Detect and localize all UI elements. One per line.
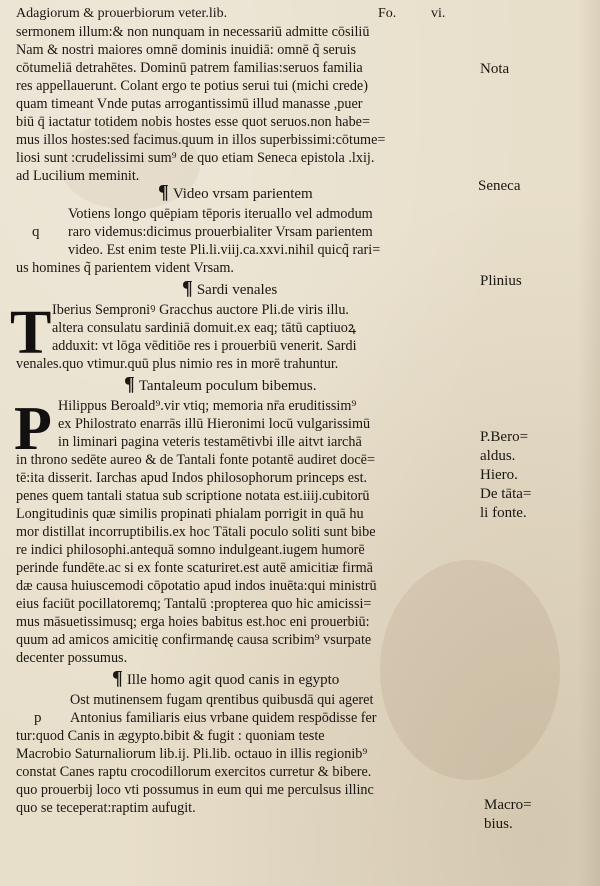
text-line: in throno sedēte aureo & de Tantali fonte potantē audiret docē= — [16, 452, 375, 468]
text-line: sermonem illum:& non nunquam in necessariū admitte cōsiliū — [16, 24, 370, 40]
text-line: ad Lucilium meminit. — [16, 168, 140, 184]
text-line: Macrobio Saturnaliorum lib.ij. Pli.lib. octauo in illis regionib⁹ — [16, 746, 368, 762]
pilcrow-icon: ¶ — [124, 373, 135, 395]
folio-label: Fo. — [378, 6, 397, 21]
text-line: penes quem tantali statua sub scriptione notata est.iiij.cubitorū — [16, 488, 370, 504]
text-line: Longitudinis quæ similis propinati phialam porrigit in quā hu — [16, 506, 364, 522]
text-line: decenter possumus. — [16, 650, 128, 666]
guide-letter: q — [32, 224, 40, 240]
text-line: perinde fundēte.ac si ex fonte scaturiret.est autē amicitiæ firmā — [16, 560, 373, 576]
text-line: Antonius familiaris eius vrbane quidem respōdisse fer — [70, 710, 377, 726]
heading-text: Tantaleum poculum bibemus. — [138, 378, 317, 394]
pilcrow-icon: ¶ — [182, 277, 193, 299]
text-line: us homines q̃ parientem vident Vrsam. — [16, 260, 234, 276]
text-line: mus illos hostes:sed facimus.quum in illos superbissimi:cōtume= — [16, 132, 386, 148]
text-line: quum ad amicos amicitię confirmandę causa scribim⁹ vsurpate — [16, 632, 372, 648]
text-line: biū q̄ iactatur totidem nobis hostes esse quot seruos.non habe= — [16, 114, 370, 130]
text-line: Nam & nostri maiores omnē dominis inuidiā: omnē q̃ seruis — [16, 42, 357, 58]
text-line: raro videmus:dicimus prouerbialiter Vrsam parientem — [68, 224, 373, 240]
margin-note-line: Seneca — [478, 178, 521, 194]
margin-note-line: De tāta= — [480, 486, 532, 502]
decorated-initial: T — [10, 299, 52, 367]
margin-note-seneca — [478, 177, 520, 196]
text-line: Votiens longo quēpiam tēporis iteruallo vel admodum — [68, 206, 373, 222]
text-line: tur:quod Canis in ægypto.bibit & fugit : quoniam teste — [16, 728, 325, 744]
text-line: Hilippus Beroald⁹.vir vtiq; memoria nr̄a eruditissim⁹ — [58, 398, 357, 414]
text-line: video. Est enim teste Pli.li.viij.ca.xxvi.nihil quicq̃ rari= — [68, 242, 381, 258]
margin-note-line: aldus. — [480, 448, 516, 464]
text-line: Iberius Semproniꝰ Gracchus auctore Pli.de viris illu. — [52, 302, 349, 318]
margin-note-line: Plinius — [480, 273, 522, 289]
text-line: in liminari pagina veteris testamētivbi ille aitvt iarchā — [58, 434, 362, 450]
margin-note-line: bius. — [484, 816, 513, 832]
text-line: adduxit: vt lōga vēditiōe res i prouerbiū venerit. Sardi — [52, 338, 357, 354]
text-line: cōtumeliā detrahētes. Dominū patrem familias:seruos familia — [16, 60, 363, 76]
text-line: mus māsuetissimusq; erga hoies babitus est.hoc eni prouerbiū: — [16, 614, 370, 630]
margin-note-line: Hiero. — [480, 467, 518, 483]
margin-note-line: P.Bero= — [480, 429, 529, 445]
heading-text: Ille homo agit quod canis in egypto — [126, 672, 340, 688]
text-line: altera consulatu sardiniā domuit.ex eaq; tātū captiuoꝝ — [52, 320, 357, 336]
margin-note-nota — [480, 60, 509, 79]
section-heading — [158, 181, 313, 204]
margin-note-plinius — [480, 272, 522, 291]
margin-note-line: Macro= — [484, 797, 532, 813]
text-line: mor distillat incorruptibilis.ex hoc Tātali poculo soliti sunt bibe — [16, 524, 376, 540]
margin-note-beroaldus — [480, 428, 531, 523]
pilcrow-icon: ¶ — [158, 181, 169, 203]
text-line: venales.quo vtimur.quū plus nimio res in morē trahuntur. — [16, 356, 339, 372]
section-heading — [112, 667, 340, 690]
heading-text: Sardi venales — [196, 282, 278, 298]
text-line: quo se teceperat:raptim aufugit. — [16, 800, 196, 816]
text-line: constat Canes raptu crocodillorum exercitos curretur & bibere. — [16, 764, 372, 780]
text-line: re indici philosophi.antequā somno indulgeant.iugem humorē — [16, 542, 365, 558]
text-line: ex Philostrato enarrās illū Hieronimi locū vulgarissimū — [58, 416, 371, 432]
folio-number: vi. — [431, 6, 446, 21]
section-heading — [124, 373, 317, 396]
text-line: Ost mutinensem fugam qrentibus quibusdā qui ageret — [70, 692, 374, 708]
text-line: liosi sunt :crudelissimi sum⁹ de quo etiam Seneca epistola .lxij. — [16, 150, 375, 166]
section-heading — [182, 277, 278, 300]
margin-note-line: li fonte. — [480, 505, 527, 521]
text-line: quo prouerbij loco vti possumus in eum qui me perculsus illinc — [16, 782, 374, 798]
page-edge-shadow — [578, 0, 600, 886]
running-title: Adagiorum & prouerbiorum veter.lib. — [16, 6, 228, 21]
text-line: dæ causa huiuscemodi cōpotatio apud indos inuēta:qui ministrū — [16, 578, 377, 594]
text-line: tē:ita disserit. Iarchas apud Indos philosophorum princeps est. — [16, 470, 368, 486]
margin-note-line: Nota — [480, 61, 510, 77]
text-line: quam timeant Vnde putas arrogantissimū illud manasse ,puer — [16, 96, 363, 112]
text-line: eius faciūt pocillatoremq; Tantalū :propterea quo hic amicissi= — [16, 596, 372, 612]
heading-text: Video vrsam parientem — [172, 186, 313, 202]
margin-note-macrobius — [484, 796, 532, 834]
decorated-initial: P — [14, 395, 52, 463]
paper-stain — [380, 560, 560, 780]
guide-letter: p — [34, 710, 42, 726]
text-line: res appellauerunt. Colant ergo te potius serui tui (michi crede) — [16, 78, 368, 94]
pilcrow-icon: ¶ — [112, 667, 123, 689]
